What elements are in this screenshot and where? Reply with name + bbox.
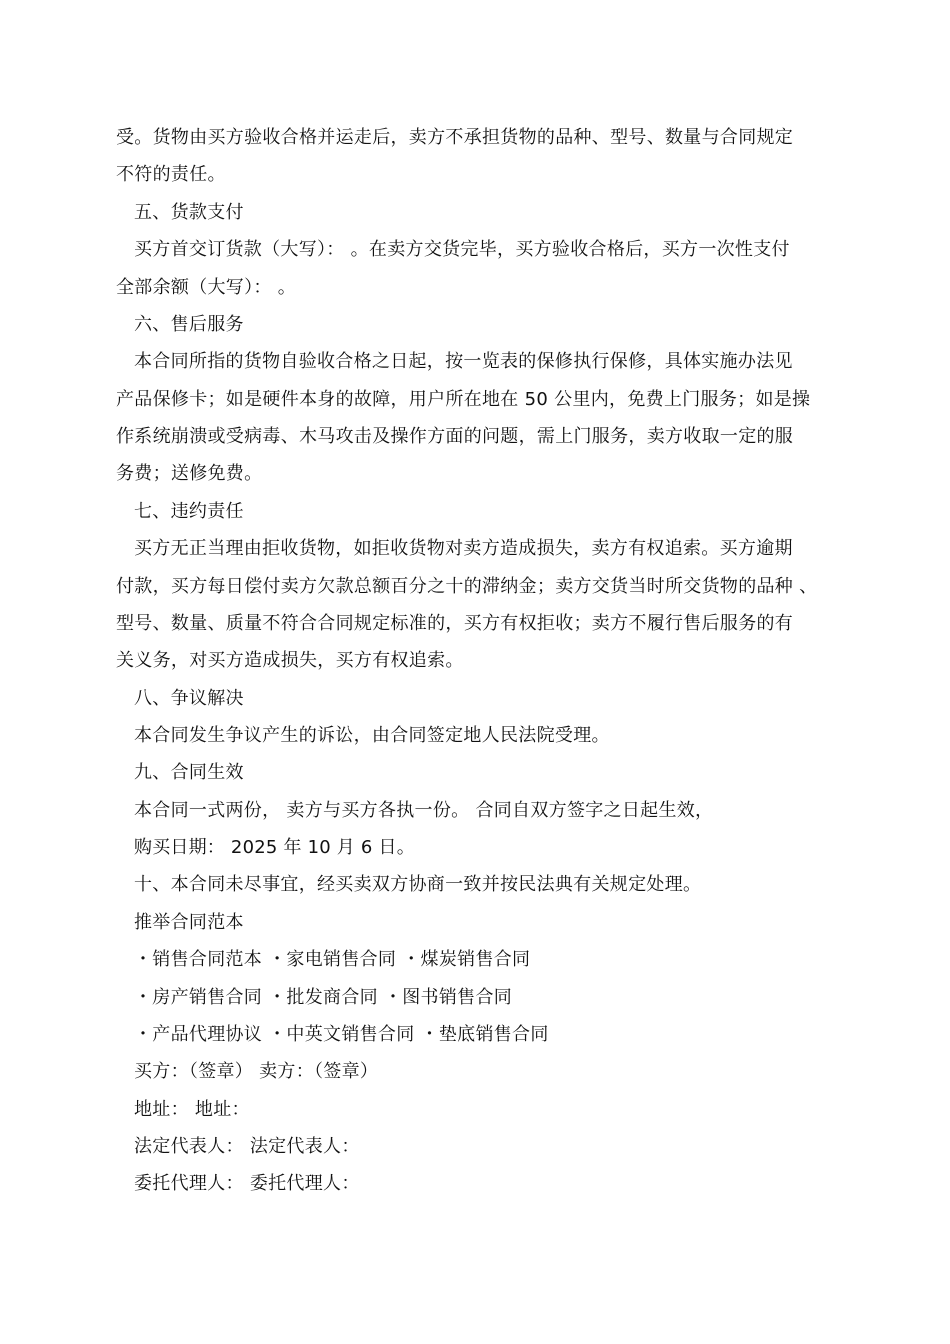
address-line: 地址： 地址： xyxy=(134,1099,250,1120)
legal-representative-line: 法定代表人： 法定代表人： xyxy=(134,1136,360,1157)
section-heading: 九、合同生效 xyxy=(134,762,244,783)
section-heading: 五、货款支付 xyxy=(134,202,244,223)
section-heading: 八、争议解决 xyxy=(134,688,244,709)
signature-line: 买方：（签章） 卖方：（签章） xyxy=(134,1061,379,1082)
text-line: 本合同所指的货物自验收合格之日起，按一览表的保修执行保修，具体实施办法见 xyxy=(134,351,793,372)
text-line: 本合同发生争议产生的诉讼，由合同签定地人民法院受理。 xyxy=(134,725,610,746)
purchase-date-line: 购买日期： 2025 年 10 月 6 日。 xyxy=(134,837,415,858)
text-line: 作系统崩溃或受病毒、木马攻击及操作方面的问题，需上门服务，卖方收取一定的服 xyxy=(116,426,794,447)
section-heading: 六、售后服务 xyxy=(134,314,244,335)
agent-line: 委托代理人： 委托代理人： xyxy=(134,1173,360,1194)
text-line: 关义务，对买方造成损失，买方有权追索。 xyxy=(116,650,464,671)
text-line: 全部余额（大写）： 。 xyxy=(116,277,297,298)
text-line: 不符的责任。 xyxy=(116,164,226,185)
section-heading: 十、本合同未尽事宜，经买卖双方协商一致并按民法典有关规定处理。 xyxy=(134,874,702,895)
section-heading: 七、违约责任 xyxy=(134,501,244,522)
recommended-heading: 推举合同范本 xyxy=(134,912,244,933)
text-line: 型号、数量、质量不符合合同规定标准的，买方有权拒收；卖方不履行售后服务的有 xyxy=(116,613,794,634)
recommended-links-row: ・房产销售合同 ・批发商合同 ・图书销售合同 xyxy=(134,987,513,1008)
text-line: 买方首交订货款（大写）： 。在卖方交货完毕，买方验收合格后，买方一次性支付 xyxy=(134,239,790,260)
text-line: 本合同一式两份， 卖方与买方各执一份。 合同自双方签字之日起生效， xyxy=(134,800,714,821)
text-line: 买方无正当理由拒收货物，如拒收货物对卖方造成损失，卖方有权追索。买方逾期 xyxy=(134,538,793,559)
text-line: 付款，买方每日偿付卖方欠款总额百分之十的滞纳金；卖方交货当时所交货物的品种 、 xyxy=(116,576,818,597)
text-line: 产品保修卡；如是硬件本身的故障，用户所在地在 50 公里内，免费上门服务；如是操 xyxy=(116,389,811,410)
recommended-links-row: ・销售合同范本 ・家电销售合同 ・煤炭销售合同 xyxy=(134,949,531,970)
text-line: 受。货物由买方验收合格并运走后，卖方不承担货物的品种、型号、数量与合同规定 xyxy=(116,127,794,148)
text-line: 务费；送修免费。 xyxy=(116,463,263,484)
recommended-links-row: ・产品代理协议 ・中英文销售合同 ・垫底销售合同 xyxy=(134,1024,549,1045)
